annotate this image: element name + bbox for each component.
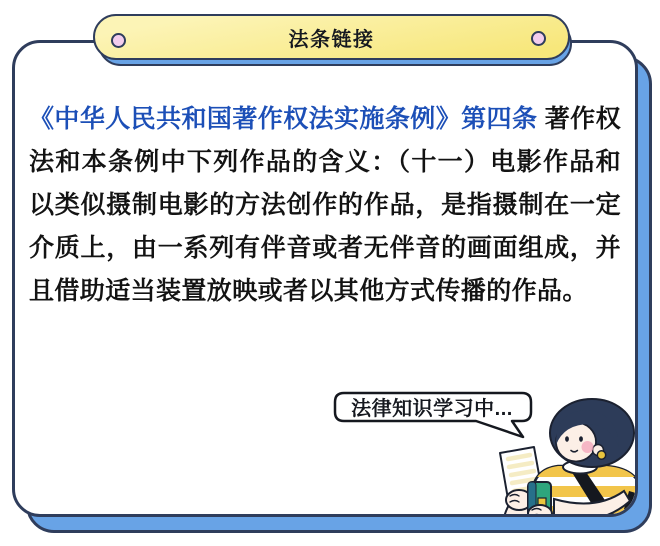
pin-icon-left [111, 33, 126, 48]
article-body: 著作权法和本条例中下列作品的含义：（十一）电影作品和以类似摄制电影的方法创作的作品，是指摄制在一定介质上，由一系列有伴音或者无伴音的画面组成，并且借助适当装置放映或者以其他方式传播的作品。 [29, 105, 621, 305]
earring-icon [597, 451, 605, 459]
character-head [550, 399, 634, 467]
character-illustration [488, 395, 638, 517]
title-pill [93, 14, 570, 60]
law-card [12, 40, 638, 517]
speech-bubble-text: 法律知识学习中... [351, 398, 513, 420]
eye-left [565, 436, 569, 442]
character-right-hand [528, 505, 552, 517]
blush [582, 441, 594, 453]
page-title: 法条链接 [288, 28, 375, 51]
law-reference: 《中华人民共和国著作权法实施条例》第四条 [29, 105, 538, 133]
pin-icon-right [531, 31, 546, 46]
eye-right [579, 436, 583, 442]
article-text [29, 98, 621, 313]
